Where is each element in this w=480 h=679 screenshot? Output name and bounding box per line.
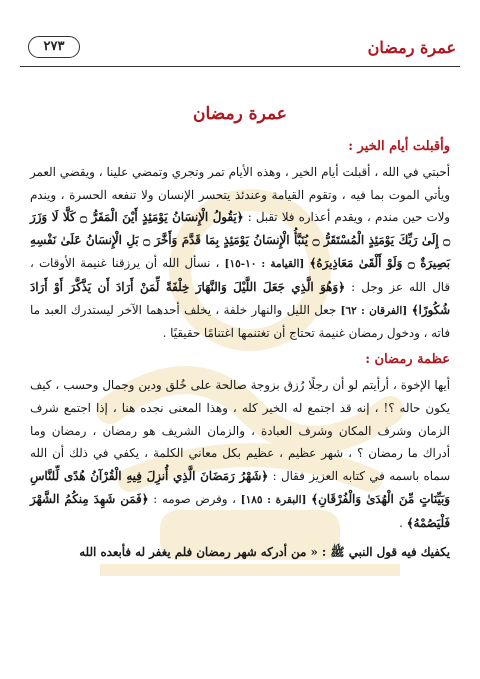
text-run: أحبتي في الله ، أقبلت أيام الخير ، وهذه الأيام تمر وتجري وتمضي علينا ، ويقضي العمر ويأتي الموت بما فيه ، وتقوم القيامة وعندئذ يتحسر الإنسان ولا تنفعه الحسرة ، ويندم ولات حين مندم ، ويقدم أعذاره فلا تقبل :	[30, 164, 451, 225]
paragraph-1	[30, 161, 450, 345]
body-text	[30, 132, 450, 563]
quran-verse: ﴿شَهْرُ رَمَضَانَ الَّذِي أُنزِلَ فِيهِ الْقُرْآنُ هُدًى لِّلنَّاسِ وَبَيِّنَاتٍ مِّنَ الْهُدَىٰ وَالْفُرْقَانِ﴾	[30, 469, 450, 506]
quran-verse: ﴿فَمَن شَهِدَ مِنكُمُ الشَّهْرَ فَلْيَصُمْهُ﴾	[30, 491, 450, 530]
quran-verse: ﴿وَهُوَ الَّذِي جَعَلَ اللَّيْلَ وَالنَّهَارَ خِلْفَةً لِّمَنْ أَرَادَ أَن يَذَّكَّرَ أَوْ أَرَادَ شُكُورًا﴾	[30, 279, 451, 317]
page-number: ٢٧٣	[28, 36, 80, 58]
verse-reference: [البقرة : ١٨٥]	[240, 493, 307, 506]
chapter-title: عمرة رمضان	[193, 104, 287, 124]
paragraph-2	[30, 374, 450, 535]
closing-line: يكفيك فيه قول النبي ﷺ : « من أدركه شهر رمضان فلم يغفر له فأبعده الله	[79, 544, 450, 559]
text-run: جعل الليل والنهار خلفة ، يخلف أحدهما الآخر ليستدرك العبد ما فاته ، ودخول رمضان غنيمة تحتاج أن تغتنمها اغتنامًا حقيقيًا .	[30, 302, 450, 341]
section-heading-greatness: عظمة رمضان :	[365, 352, 450, 368]
text-run: أيها الإخوة ، أرأيتم لو أن رجلًا رُزق بزوجة صالحة على خُلق ودين وجمال وحسب ، كيف يكون حاله ؟! ، إنه قد اجتمع له الخير كله ، وهذا المعنى نجده هنا ، إذا اجتمع شرف الزمان وشرف المكان وشرف العبادة ، والزمان الشريف هو رمضان ، رمضان وما أدراك ما رمضان ؟ ، شهر عظيم ، عظيم بكل معاني الكلمة ، يكفي في ذلك أن الله سماه باسمه في كتابه العزيز فقال :	[30, 377, 451, 484]
text-run: ، وفرض صومه :	[153, 491, 236, 506]
page-header	[20, 34, 460, 62]
text-run: ، نسأل الله أن يرزقنا غنيمة الأوقات ، قال الله عز وجل :	[30, 255, 451, 294]
verse-reference: [الفرقان : ٦٢]	[340, 304, 408, 317]
text-run: .	[399, 515, 403, 530]
header-divider	[20, 66, 460, 67]
section-heading-good-days: وأقبلت أيام الخير :	[348, 139, 450, 154]
running-title: عمرة رمضان	[367, 38, 456, 57]
verse-reference: [القيامة : ١٠-١٥]	[224, 257, 305, 270]
quran-verse: ﴿يَقُولُ الْإِنسَانُ يَوْمَئِذٍ أَيْنَ الْمَفَرُّ ۝ كَلَّا لَا وَزَرَ ۝ إِلَىٰ رَبِّكَ يَوْمَئِذٍ الْمُسْتَقَرُّ ۝ يُنَبَّأُ الْإِنسَانُ يَوْمَئِذٍ بِمَا قَدَّمَ وَأَخَّرَ ۝ بَلِ الْإِنسَانُ عَلَىٰ نَفْسِهِ بَصِيرَةٌ ۝ وَلَوْ أَلْقَىٰ مَعَاذِيرَهُ﴾	[30, 210, 451, 270]
